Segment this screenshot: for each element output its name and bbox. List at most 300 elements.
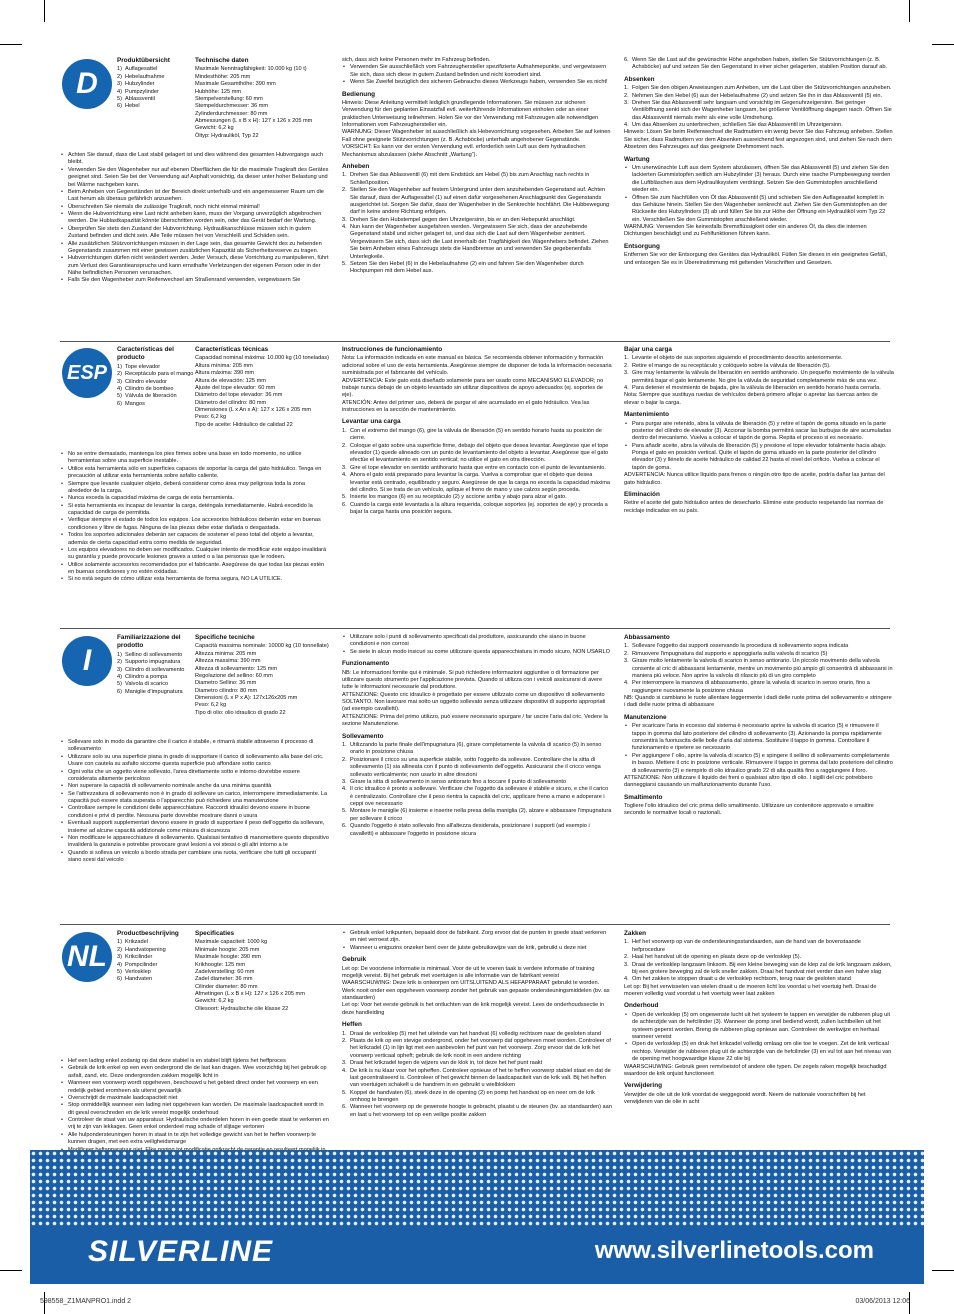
item-text: Montare le maniglie (6) insieme e inserire nella presa della maniglia (2), alzare e abbassare l'impugnatura per sollevare il cricco [350,808,612,822]
item-text: Wenn Sie die Last auf die gewünschte Höhe angehoben haben, stellen Sie Stützvorrichtungen (z. B. Achsböcke) auf und setzen Sie den Gegenstand in einer sicher gelagerten, stabilen Position darauf ab. [632,57,887,71]
numbered-item [342,779,612,786]
maintenance-warning: WARNUNG: Verwenden Sie keinesfalls Bremsflüssigkeit oder ein anderes Öl, da dies die internen Dichtungen beschädigt und zu Fehlfunktionen führen kann. [624,224,867,238]
overview-row [60,634,330,739]
numbered-item [624,122,894,129]
numbered-item [117,962,197,969]
item-number: 3. [624,658,629,665]
item-number: 4. [624,384,629,391]
item-text: Cilindro a pompa [125,674,168,681]
spec-line: Gewicht: 6,2 kg [195,125,234,132]
bullet-item: • Gebruik enkel krikpunten, bepaald door de fabrikant. Zorg ervoor dat de punten in goede staat verkeren en niet verroest zijn. [342,930,612,945]
numbered-item [342,1038,612,1060]
item-number: 3) [117,378,122,385]
column-3 [624,930,894,1106]
features-list [117,652,197,696]
numbered-item [342,1104,612,1119]
lowering-heading: Absenken [624,75,655,83]
bullet-item: • Los equipos elevadores no deben ser modificados. Cualquier intento de modificar este equipo invalidará su garantía y puede provocarle lesiones graves a usted o a las personas que le rodeen. [60,547,330,562]
operation-note: ATTENZIONE: Prima del primo utilizzo, può essere necessario spurgare / far uscire l'aria dal cric. Vedere la sezione Manutenzione. [342,713,608,728]
item-number: 4. [342,786,347,793]
spec-line: Peso: 6,2 kg [195,414,227,421]
bullet-item: • Wenn Sie Zweifel bezüglich des sicheren Gebrauchs dieses Werkzeugs haben, verwenden Sie es nicht! [342,79,612,86]
spec-line: Altezza massima: 390 mm [195,658,261,665]
item-text: Ablassventil [125,95,155,102]
section-divider [60,628,890,629]
features-block [117,634,197,696]
item-text: De krik is nu klaar voor het opheffen. Controleer opnieuw of het te heffen voorwerp stabiel staat en dat de last gecentraliseerd is. Controleer of het gewicht binnen de laadcapaciteit van de krik valt. Bij het heffen van voertuigen schakelt u de handrem in en gebruikt u wielblokken [350,1067,611,1089]
bullet-item: • Non modificare le apparecchiature di sollevamento. Qualsiasi tentativo di manomettere questo dispositivo invaliderà la garanzia e potrebbe provocare gravi lesioni a voi stessi o gli altri intorno a te [60,835,330,850]
column-2 [342,346,612,516]
item-number: 3. [342,216,347,223]
item-text: Setzen Sie den Hebel (6) in die Hebelaufnahme (2) ein und fahren Sie den Wagenheber durch Hochpumpen mit dem Hebel aus. [350,260,584,275]
column-1 [60,930,330,1169]
safety-list [60,739,330,864]
section-it [60,634,898,910]
item-number: 3. [342,1060,347,1067]
specs-heading: Specifiche tecniche [195,634,255,641]
item-text: Gire el tope elevador en sentido antihorario hasta que entre en contacto con el punto de levantamiento. [350,464,606,471]
item-number: 3. [624,961,629,968]
bullet-item: • Wanneer een voorwerp wordt opgeheven, beschouwd u het gebied direct onder het voorwerp en een redelijk gebied eromheen als uiterst gevaarlijk [60,1080,330,1095]
section-divider [60,341,890,342]
item-text: Folgen Sie den obigen Anweisungen zum Anheben, um die Last über die Stützvorrichtungen anzuheben. [632,85,892,92]
bullet-item: • Open de verlosklep (5) en druk het krikzadel volledig omlaag om olie toe te voegen. Zet de krik verticaal rechtop. Verwijder de rubberen plug uit de achterzijde van de hefcilinder (3) en vul tot aan het niveau van de opening met hoogwaardige klasse 22 olie bij [624,1041,894,1063]
numbered-item [624,658,894,680]
item-text: Om het zakken te stoppen draait u de verlosklep rechtsom, terug naar de gesloten stand [632,976,851,983]
item-number: 5) [117,968,122,975]
lowering-steps [624,85,894,129]
lowering-note: Nota: Siempre que sustituya ruedas de vehículos deberá primero aflojar o apretar las tuercas antes de elevar o bajar la carga. [624,392,878,406]
item-text: Hebel [125,103,140,110]
item-text: Receptáculo para el mango [125,371,194,378]
item-number: 2) [117,659,122,666]
item-text: Koppel de handvaten (6), steek deze in de opening (2) en pomp het handvat op en neer om de krik omhoog te brengen [350,1089,595,1104]
spec-line: Altezza minima: 205 mm [195,650,257,657]
item-text: Sollevare l'oggetto dai supporti osservando la procedura di sollevamento sopra indicata [632,643,849,650]
language-badge-de: D [62,59,112,109]
maintenance-heading: Wartung [624,155,650,163]
column-1 [60,346,330,584]
spec-line: Capacidad nominal máxima: 10.000 kg (10 toneladas) [195,355,330,362]
item-number: 6. [342,823,347,830]
spec-line: Dimensiones (L x An x A): 127 x 126 x 205 mm [195,407,312,414]
item-number: 1. [342,1030,347,1037]
maintenance-heading: Manutenzione [624,713,667,721]
features-list [117,939,197,983]
item-number: 5. [342,808,347,815]
overview-row [60,346,330,451]
features-heading: Productbeschrijving [117,930,179,937]
item-number: 2. [624,954,629,961]
bullet-item: • Um unerwünschte Luft aus dem System abzulassen, öffnen Sie das Ablassventil (5) und ziehen Sie den lackierten Gummistopfen seitlich am Hubzylinder (3) heraus. Durch eine rasche Pumpbewegung werden die Luftbläschen aus dem Hydrauliksystem verdrängt. Setzen Sie den Gummistopfen anschließend wieder ein. [624,165,894,195]
numbered-item [624,355,894,362]
item-text: Plaats de krik op een stevige ondergrond, onder het voorwerp dat opgeheven moet worden. Controleer of het krikzadel (1) in lijn ligt met een aanbevolen hef punt van het voorwerp. Zorg ervoor dat de krik het voorwerp verticaal opheft; gebruik de krik nooit in een andere richting [350,1038,611,1059]
lowering-note: NB: Quando si cambiano le ruote allentare leggermente i dadi delle ruote prima del sollevamento e stringere i dadi delle ruote prima di abbassare [624,695,892,709]
item-text: Con el extremo del mango (6), gire la válvula de liberación (5) en sentido horario hasta su posición de cierre. [350,427,602,442]
lifting-steps [342,172,612,275]
bullet-item: • Para purgar aire retenido, abra la válvula de liberación (5) y retire el tapón de goma situado en la parte posterior del cilindro de elevador (3). Accionar la bomba permitirá sacar las burbujas de aire acumuladas dentro del mecanismo. Vuelva a colocar el tapón de goma. Repita el proceso si es necesario. [624,421,894,443]
bullet-item: • Quando si solleva un veicolo a bordo strada per cambiare una ruota, verificare che tutti gli occupanti siano scesi dal veicolo [60,850,330,865]
spec-line: Maximale capaciteit: 1000 kg [195,939,268,946]
maintenance-list [624,165,894,224]
bullet-item: • Utilizzare solo su una superficie piana in grado di supportare il carico di sollevamento alla base del cric. Usare con cautela su asfalto siccome questa superficie può affondare sotto carico [60,754,330,769]
bullet-item: • Siempre que levante cualquier objeto, deberá considerar como área muy peligrosa toda la zona alrededor de la carga. [60,481,330,496]
bullet-item: • Alle zusätzlichen Stützvorrichtungen müssen in der Lage sein, das gesamte Gewicht des zu hebenden Gegenstands zusammen mit einer gewissen zusätzlichen Kapazität als Sicherheitsreserve zu tragen. [60,241,330,256]
overview-row [60,57,330,152]
numbered-item [342,261,612,276]
column-2 [342,634,612,838]
spec-line: Cilinder diameter: 80 mm [195,983,258,990]
spec-line: Ajuste del tope elevador: 60 mm [195,384,276,391]
lowering-steps [624,643,894,695]
item-text: Mangos [125,400,145,407]
item-number: 1. [624,939,629,946]
item-number: 2. [624,362,629,369]
spec-line: Öltyp: Hydrauliköl, Typ 22 [195,132,259,139]
item-text: Handvatopening [125,946,166,953]
features-heading: Produktübersicht [117,57,170,64]
item-number: 4) [117,674,122,681]
maintenance-heading: Onderhoud [624,1002,659,1010]
numbered-item [117,81,197,88]
footer-band [30,1150,924,1284]
operation-note: NB: Le informazioni fornite qui è minimale. Si può richiedere informazioni aggiuntive o di formazione per utilizzare questo strumento per l'applicazione prevista. Quando si utilizza con i veicoli assicurarsi di avere tutte le informazioni necessarie dal produttore. [342,669,603,691]
numbered-item [117,386,197,393]
numbered-item [342,823,612,838]
numbered-item [342,494,612,501]
item-text: Cuando la carga esté levantada a la altura requerida, coloque soportes (ej. soportes de eje) y proceda a bajar la carga hasta una posición segura. [350,501,608,516]
operation-heading: Instrucciones de funcionamiento [342,346,443,353]
numbered-item [117,74,197,81]
spec-line: Altura de elevación: 125 mm [195,377,266,384]
item-text: Nehmen Sie den Hebel (6) aus der Hebelaufnahme (2) und setzen Sie ihn in das Ablassventil (5) ein. [632,92,882,99]
numbered-item [342,443,612,465]
spec-line: Diámetro del cilindro: 80 mm [195,399,267,406]
features-list [117,66,197,110]
bullet-item: • Verwenden Sie ausschließlich vom Fahrzeughersteller spezifizierte Aufnahmepunkte, und vergewissern Sie sich, dass sich diese in gutem Zustand befinden und nicht korrodiert sind. [342,64,612,79]
dot-pattern [30,1150,924,1228]
disposal-text: Retire el aceite del gato hidráulico antes de desecharlo. Elimine este producto respetando las normas de reciclaje indicadas en su país. [624,500,884,514]
bullet-item: • Wenn die Hubvorrichtung eine Last nicht anheben kann, muss der Vorgang unverzüglich abgebrochen werden. Die Hublastkapazität könnte überschritten worden sein, oder das Gerät bedarf der Wartung. [60,211,330,226]
operation-heading: Funzionamento [342,660,390,668]
numbered-item [624,939,894,954]
item-number: 1. [624,643,629,650]
lowering-heading: Zakken [624,930,647,937]
maintenance-warning: WAARSCHUWING: Gebruik geen remvloeistof of andere olie typen. De zegels raken mogelijk beschadigd waardoor de krik onjuist functioneert [624,1063,887,1077]
numbered-item [117,89,197,96]
column-2 [342,930,612,1119]
spec-line: Maximale Gesamthöhe: 390 mm [195,81,276,88]
disposal-text: Togliere l'olio idraulico del cric prima dello smaltimento. Utilizzare un contenitore approvato e smaltire secondo le normative locali o nazionali. [624,803,874,817]
spec-line: Zylinderdurchmesser: 80 mm [195,110,268,117]
item-text: Gire muy lentamente la válvula de liberación en sentido antihorario. Un pequeño movimiento de la válvula permitirá bajar el gato lentamente. No gire la válvula de seguridad completamente más de una vez. [632,370,894,384]
bullet-item: • Para añadir aceite, abra la válvula de liberación (5) y presione el tope elevador totalmente hacia abajo. Ponga el gato en posición vertical. Quite el tapón de goma situado en la parte posterior del cilindro elevador (3) y llénelo de aceite hidráulico de calidad 22 hasta el nivel del orificio. Vuelva a colocar el tapón de goma. [624,443,894,473]
bullet-item: • Per scaricare l'aria in eccesso dal sistema è necessario aprire la valvola di scarico (5) e rimuovere il tappo in gomma dal lato posteriore del cilindro di sollevamento (3). Azionando la pompa rapidamente consentirà la fuoriuscita delle bolle d'aria dal sistema. Sostituire il tappo in gomma. Controllare il funzionamento e ripetere se necessario [624,723,894,753]
item-text: Posizionare il cricco su una superficie stabile, sotto l'oggetto da sollevare. Controllare che la sitta di sollevamento (1) sia allineata con il punto di sollevamento dell'oggetto. Assicurarsi che il cricco venga sollevato verticalmente; non usarlo in altre direzioni [350,756,601,778]
item-text: Girare la sitta di sollevamento in senso antiorario fino a toccare il punto di sollevamento [350,778,567,785]
numbered-item [342,786,612,808]
numbered-item [117,947,197,954]
lowering-steps [624,355,894,392]
item-text: Rimuovere l'impugnatura dal supporto e appoggiarla sulla valvola di scarico (5) [632,650,828,657]
item-text: Coloque el gato sobre una superficie firme, debajo del objeto que desea levantar. Asegúrese que el tope elevador (1) quede alineado con un punto de levantamiento del objeto a levantar. Asegúrese que el gato efectúe el levantamiento en sentido vertical; no utilice el gato en otra dirección. [350,442,609,464]
item-number: 3. [624,370,629,377]
numbered-item [117,401,197,408]
maintenance-warning: ATTENZIONE: Non utilizzare il liquido dei freni o qualsiasi altro tipo di olio. I sigilli del cric potrebbero danneggiarsi causando un malfunzionamento durante l'uso. [624,774,873,789]
item-number: 5) [117,393,122,400]
item-number: 1. [342,427,347,434]
item-number: 2. [342,756,347,763]
item-number: 4. [342,472,347,479]
numbered-item [342,428,612,443]
item-text: Válvula de liberación [125,393,177,400]
numbered-item [117,652,197,659]
lowering-steps [624,939,894,983]
spec-line: Altezza di sollevamento: 125 mm [195,665,278,672]
operation-note: ADVERTENCIA: Este gato está diseñado solamente para ser usado como MECANISMO ELEVADOR; no trabaje nunca debajo de un objeto levantado sin utilizar dispositivos de apoyo adecuados (ej. soportes de eje). [342,377,604,399]
numbered-item [117,954,197,961]
spec-line: Hubhöhe: 125 mm [195,88,242,95]
features-block [117,346,197,408]
date-slug: 03/06/2013 12:06 [855,1298,910,1305]
features-block [117,930,197,984]
item-number: 1. [342,172,347,179]
operation-note: Hinweis: Diese Anleitung vermittelt lediglich grundlegende Informationen. Sie müssen zur sicheren Verwendung für den geplanten Einsatzfall evtl. weiterführende Informationen einholen oder an einer praktischen Unterweisung teilnehmen. Holen Sie vor der Verwendung mit Fahrzeugen alle notwendigen Informationen vom Fahrzeughersteller ein. [342,99,599,129]
item-number: 6. [342,501,347,508]
operation-heading: Gebruik [342,956,367,964]
bullet-item: • Se siete in alcun modo insicuri su come utilizzare questa apparecchiatura in modo sicuro, NON USARLO [342,649,612,656]
disposal-heading: Smaltimento [624,793,663,801]
maintenance-heading: Mantenimiento [624,411,670,419]
numbered-item [117,667,197,674]
bullet-item: • Per aggiungere l' olio, aprire la valvola di scarico (5) e spingere il sellino di sollevamento completamente in basso. Mettere il cric in posizione verticale. Rimuovere il tappo in gomma dal lato posteriore del cilindro di sollevamento (3) e riempirlo di olio idraulico grado 22 di alta qualità fino a raggiungere il foro. [624,753,894,775]
item-number: 3) [117,81,122,88]
lifting-steps-continued [624,57,894,72]
column-3 [624,57,894,267]
spec-line: Maximale Nenntragfähigkeit: 10.000 kg (10 t) [195,66,307,73]
bullet-item: • Hubvorrichtungen dürfen nicht verändert werden. Jeder Versuch, diese Vorrichtung zu manipulieren, führt zum Verlust des Garantieanspruchs und kann ernsthafte Verletzungen der eigenen Person oder in der Nähe befindlichen Personen verursachen. [60,255,330,277]
item-text: Inserte los mangos (6) en su receptáculo (2) y accione arriba y abajo para alzar el gato. [350,494,567,501]
numbered-item [342,217,612,224]
continued-bullets [342,64,612,86]
lowering-heading: Bajar una carga [624,346,672,353]
spec-line: Diametro cilindro: 80 mm [195,687,258,694]
item-number: 6) [117,688,122,695]
item-text: Cilindro di sollevamento [125,666,185,673]
spec-line: Tipo de aceite: Hidráulico de calidad 22 [195,421,293,428]
item-number: 3) [117,666,122,673]
spec-line: Capacità massima nominale: 10000 kg (10 tonnellate) [195,643,329,650]
column-1 [60,634,330,864]
item-number: 2. [342,187,347,194]
bullet-item: • Controllare sempre le condizioni delle apparecchiature. Raccordi idraulici devono essere in buone condizioni e privi di perdite. Nessuna parte dovrebbe mostrare danni o usura [60,805,330,820]
item-number: 4. [624,976,629,983]
numbered-item [117,371,197,378]
overview-row [60,930,330,1058]
disposal-text: Verwijder de olie uit de krik voordat de weggegooid wordt. Neem de nationale voorschriften bij het verwijderen van de olie in acht [624,1091,866,1106]
section-de [60,57,898,332]
numbered-item [117,659,197,666]
item-number: 3) [117,954,122,961]
numbered-item [342,1090,612,1105]
numbered-item [624,385,894,392]
item-text: Drehen Sie das Ablassventil sehr langsam und vorsichtig im Gegenuhrzeigersinn. Bei geringer Ventilöffnung senkt sich der Wagenheber langsam, bei größerer Ventilöffnung dagegen rasch. Öffnen Sie das Ablassventil niemals mehr als eine volle Umdrehung. [632,99,892,121]
item-number: 1) [117,363,122,370]
item-number: 5. [342,1089,347,1096]
item-text: Girare molto lentamente la valvola di scarico in senso antiorario. Un piccolo movimento della valvola consente al cric di abbassarsi lentamente, mentre un movimento più ampio gli consentirà di abbassarsi in maniera più veloce. Non aprire la valvola di rilascio più di un giro completo [632,658,893,679]
spec-line: Zadelverstelling: 60 mm [195,968,255,975]
numbered-item [117,393,197,400]
bullet-item: • Todos los soportes adicionales deberán ser capaces de sostener el peso total del objeto a levantar, además de cierta capacidad extra como medida de seguridad. [60,532,330,547]
lifting-steps [342,1031,612,1120]
bullet-item: • Stop onmiddellijk wanneer een lading niet opgeheven kan worden. De maximale laadcapaciteit wordt in dit geval overschreden en de krik vereist mogelijk onderhoud [60,1102,330,1117]
specs-block [195,346,345,429]
item-text: Draai het krikzadel tegen de wijzers van de klok in, tot deze het hef punt raakt [350,1060,543,1067]
bullet-item: • Eventuali supporti supplementari devono essere in grado di supportare il peso dell'oggetto da sollevare, insieme ad alcune capacità addizionale come misura di sicurezza [60,820,330,835]
item-text: Nun kann der Wagenheber ausgefahren werden. Vergewissern Sie sich, dass der anzuhebende Gegenstand stabil und sicher gelagert ist, und das sich die Last auf dem Wagenheber zentriert. Vergewissern Sie sich, dass sich die Last innerhalb der Tragfähigkeit des Wagenhebers befindet. Ziehen Sie beim Anheben eines Fahrzeugs stets die Handbremse an und verwenden Sie gegebenenfalls Unterlegkeile. [350,224,609,260]
item-number: 2. [342,442,347,449]
item-text: Pompcilinder [125,961,158,968]
column-2 [342,57,612,276]
maintenance-list [624,1012,894,1064]
item-text: Pumpzylinder [125,88,159,95]
spec-line: Regolazione del sellino: 60 mm [195,672,273,679]
features-heading: Familiarizzazione del prodotto [117,634,181,650]
column-3 [624,346,894,515]
item-text: Um das Absenken zu unterbrechen, schließen Sie das Ablassventil im Uhrzeigersinn. [632,122,843,129]
item-text: Handvaten [125,976,153,983]
item-text: Drehen Sie das Ablassventil (6) mit dem Endstück am Hebel (5) bis zum Anschlag nach rechts in Schließposition. [350,172,590,186]
spec-line: Altura máxima: 390 mm [195,370,255,377]
item-number: 1. [624,355,629,362]
item-number: 4. [624,680,629,687]
numbered-item [342,224,612,261]
bullet-item: • Si esta herramienta es incapaz de levantar la carga, deténgala inmediatamente. Habrá excedido la capacidad de carga de permitida. [60,503,330,518]
item-text: Cilindro elevador [125,378,167,385]
numbered-item [117,66,197,73]
safety-list [60,451,330,584]
bullet-item: • Sollevare solo in modo da garantire che il carico è stabile, e rimarrà stabile attraverso il processo di sollevamento [60,739,330,754]
numbered-item [624,643,894,650]
item-text: Ahora el gato está preparado para levantar la carga. Vuelva a comprobar que el objeto que desea levantar está centrado, equilibrado y seguro. Asegúrese de que la carga no exceda la capacidad máxima del cilindro. Si se trata de un vehículo, aplique el freno de mano y use calzos según proceda. [350,472,610,493]
spec-line: Afmetingen (L x B x H): 127 x 126 x 205 mm [195,991,305,998]
specs-block [195,930,345,1013]
bullet-item: • Verifique siempre el estado de todos los equipos. Los accesorios hidráulicos deberán estar en buenas condiciones y libre de fugas. Ninguna de las piezas debe estar dañada o desgastada. [60,517,330,532]
numbered-item [342,172,612,187]
spec-line: Krikhoogte: 125 mm [195,961,246,968]
bullet-item: • Alle hulpondersteuningen horen in staat in te zijn het volledige gewicht van het te heffen voorwerp te kunnen dragen, met een extra veiligheidsmarge [60,1132,330,1147]
numbered-item [342,465,612,472]
item-number: 4. [624,122,629,129]
numbered-item [117,103,197,110]
item-number: 6) [117,400,122,407]
specs-block [195,634,345,717]
features-block [117,57,197,111]
item-number: 1) [117,66,122,73]
bullet-item: • Si no está seguro de cómo utilizar esta herramienta de forma segura, NO LA UTILICE. [60,576,330,583]
bullet-item: • Falls Sie den Wagenheber zum Reifenwechsel am Straßenrand verwenden, vergewissern Sie [60,277,330,284]
item-text: Hebelaufnahme [125,73,165,80]
item-text: Krikzadel [125,939,149,946]
item-text: Sellino di sollevamento [125,651,183,658]
numbered-item [624,370,894,385]
numbered-item [624,954,894,961]
item-number: 3. [624,99,629,106]
item-text: Verlosklep [125,968,151,975]
bullet-item: • Controleer de staat van uw apparatuur. Hydraulische onderdelen horen in een goede staat te verkeren en vrij te zijn van lekkages. Geen enkel onderdeel mag schade of slijtage vertonen [60,1117,330,1132]
disposal-heading: Verwijdering [624,1082,663,1090]
numbered-item [624,680,894,695]
specs-heading: Características técnicas [195,346,269,353]
numbered-item [342,742,612,757]
bullet-item: • Se l'attrezzatura di sollevamento non è in grado di sollevare un carico, interrompere immediatamente. La capacità può essere stata superata o l'apparecchio può richiedere una manutenzione [60,791,330,806]
spec-line: Minimale hoogte: 205 mm [195,946,260,953]
numbered-item [342,1060,612,1067]
numbered-item [342,1031,612,1038]
section-es [60,346,898,616]
spec-line: Tipo di olio: olio idraulico di grado 22 [195,709,286,716]
bullet-item: • Verwenden Sie den Wagenheber nur auf ebenen Oberflächen die für die maximale Tragkraft des Gerätes geeignet sind. Seien Sie bei der Verwendung auf Asphalt vorsichtig, da dieser unter hoher Belastung und bei Wärme nachgeben kann. [60,167,330,189]
spec-line: Altura mínima: 205 mm [195,362,253,369]
spec-line: Peso: 6,2 kg [195,702,227,709]
column-1 [60,57,330,285]
spec-line: Maximale hoogte: 390 mm [195,954,261,961]
operation-note: Let op: Voor het eerste gebruik is het ontluchten van de krik mogelijk vereist. Lees de onderhoudssectie in deze handleiding [342,1002,605,1016]
bullet-item: • Hef een lading enkel zodanig op dat deze stabiel is en stabiel blijft tijdens het heffproces [60,1058,330,1065]
spec-line: Dimensioni (L x P x A): 127x126x205 mm [195,695,298,702]
bullet-item: • Wanneer u enigszins onzeker bent over de juiste gebruikswijze van de krik, gebruikt u deze niet [342,945,612,952]
spec-line: Stempeldurchmesser: 36 mm [195,103,269,110]
specs-block [195,57,345,140]
continued-bullets [342,930,612,952]
item-text: Wanneer het voorwerp op de gewenste hoogte is gebracht, plaatst u de steunen (bv. as standaarden) aan en laat u het voorwerp tot op een veilige positie zakken [350,1104,612,1118]
section-divider [60,924,890,925]
column-3 [624,634,894,818]
item-text: Supporto impugnatura [125,659,181,666]
numbered-item [117,379,197,386]
features-heading: Características del producto [117,346,174,362]
numbered-item [342,502,612,517]
item-number: 2) [117,371,122,378]
website-link[interactable]: www.silverlinetools.com [594,1237,874,1264]
item-number: 4) [117,88,122,95]
specs-heading: Technische daten [195,57,249,64]
item-number: 2. [624,92,629,99]
item-number: 3. [342,778,347,785]
item-text: Per interrompere la manovra di abbassamento, girare la valvola di scarico in senso orario, fino a raggiungere nuovamente la posizione chiusa [632,680,870,694]
numbered-item [342,187,612,217]
spec-line: Stempelverstellung: 60 mm [195,95,263,102]
bullet-item: • Utilice solamente accesorios recomendados por el fabricante. Asegúrese de que todas las piezas estén en buenas condiciones y no estén oxidadas. [60,562,330,577]
item-number: 4) [117,386,122,393]
numbered-item [117,674,197,681]
item-number: 5. [342,260,347,267]
safety-list [60,152,330,285]
operation-note: VORSICHT: Es kann vor der ersten Verwendung evtl. erforderlich sein Luft aus dem hydraulischen Mechanismus abzulassen (siehe Abschnitt „Wartung“). [342,144,586,158]
lifting-steps [342,428,612,517]
bullet-item: • Utilice esta herramienta sólo en superficies capaces de soportar la carga del gato hidráulico. Tenga en precaución al utilizar esta herramienta sobre asfalto caliente. [60,466,330,481]
item-text: Cilindro de bombeo [125,386,174,393]
language-badge-es: ESP [62,348,112,398]
language-badge-nl: NL [62,932,112,982]
operation-note: Nota: La información indicada en este manual es básica. Se recomienda obtener información y formación adicional sobre el uso de esta herramienta. Asegúrese siempre de disponer de toda la información necesaria suministrada por el fabricante del vehículo. [342,355,612,377]
continued-text: sich, dass sich keine Personen mehr im Fahrzeug befinden. [342,57,491,63]
numbered-item [624,651,894,658]
operation-note: WAARSCHUWING: Deze krik is ontworpen om UITSLUITEND ALS HEFAPPARAAT gebruikt te worden. Werk nooit onder een opgeheven voorwerp zonder het gebruik van gepaste ondersteuningsmiddelen (bv. as standaarden) [342,980,610,1002]
numbered-item [624,100,894,122]
item-text: Valvola di scarico [125,681,169,688]
specs-heading: Specificaties [195,930,235,937]
